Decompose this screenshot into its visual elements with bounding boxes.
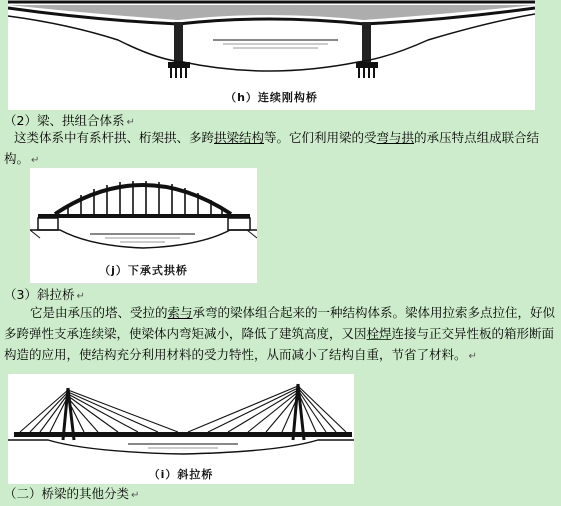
section-er-heading xyxy=(4,483,557,506)
s3-b: 索与 xyxy=(167,305,193,320)
figure-continuous-rigid-frame-bridge xyxy=(8,0,535,110)
figure-through-arch-bridge xyxy=(30,168,257,283)
s3-a: 它是由承压的塔、受拉的 xyxy=(30,305,168,320)
section-3-paragraph xyxy=(4,302,557,367)
s3-c: 承弯的梁体组合起来的一种结构体系。梁体用拉索多点拉住，好似多跨弹性支承连续梁，使梁体内弯矩减小，降低了建筑高度，又因 xyxy=(4,305,556,341)
return-mark: ↵ xyxy=(126,117,135,128)
figure-j-caption: （j）下承式拱桥 xyxy=(99,264,188,277)
section-2-paragraph xyxy=(4,127,557,171)
figure-i-caption: （i）斜拉桥 xyxy=(148,468,214,481)
s2-prefix: 这类体系中有系杆拱、桁架拱、多跨 xyxy=(14,130,215,145)
s2-suffix: 的承压特点组成联合结构。 xyxy=(4,130,540,166)
s2-underlined-1: 拱梁结构 xyxy=(214,130,265,145)
section-er-heading-text: （二）桥梁的其他分类 xyxy=(4,486,130,501)
section-3-heading-text: （3）斜拉桥 xyxy=(4,287,75,302)
section-2-heading-text: （2）梁、拱组合体系 xyxy=(4,113,125,128)
s2-underlined-2: 弯与拱 xyxy=(376,130,415,145)
return-mark: ↵ xyxy=(76,291,85,302)
s3-d: 栓焊 xyxy=(366,326,392,341)
return-mark: ↵ xyxy=(468,351,477,362)
s3-e: 连接与正交异性板的箱形断面构造的应用，使结构充分利用材料的受力特性，从而减小了结构自重，节省了材料。 xyxy=(4,326,555,362)
figure-h-caption: （h）连续刚构桥 xyxy=(225,91,318,104)
figure-cable-stayed-bridge xyxy=(8,374,354,484)
return-mark: ↵ xyxy=(131,490,140,501)
s2-mid: 等。它们利用梁的受 xyxy=(264,130,377,145)
return-mark: ↵ xyxy=(31,155,40,166)
